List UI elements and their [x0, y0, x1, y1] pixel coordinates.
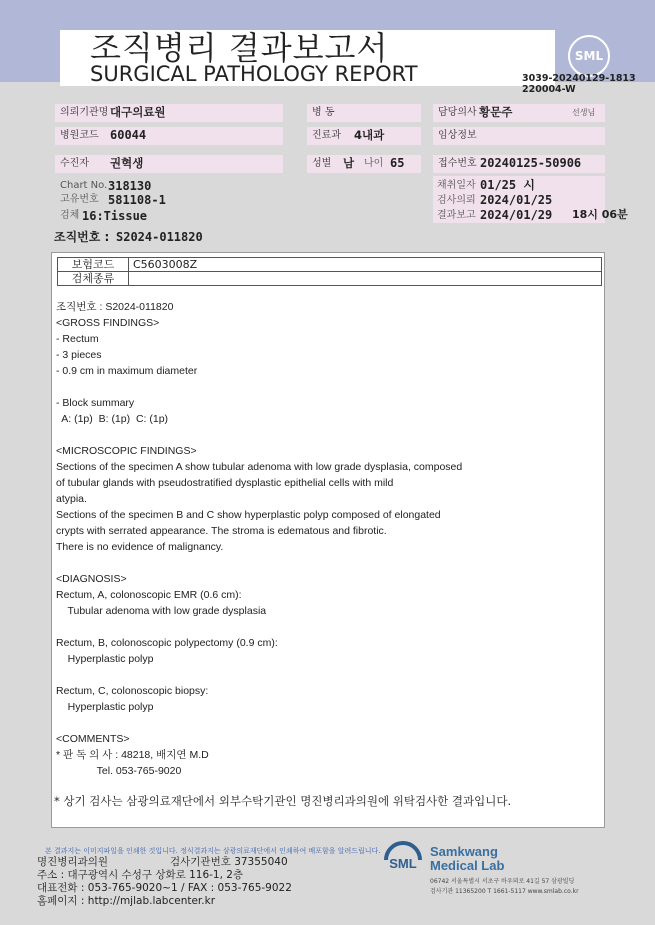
- report-line: [56, 715, 462, 731]
- request-value: 2024/01/25: [480, 193, 553, 207]
- table-row: [58, 272, 602, 286]
- sex-label: 성별: [307, 155, 421, 173]
- samkwang-logo-icon: [382, 838, 424, 874]
- report-line: [56, 555, 462, 571]
- report-line: [56, 619, 462, 635]
- age-label: 나이: [364, 158, 384, 169]
- report-code-line2: 220004-W: [522, 84, 576, 95]
- doctor-suffix: 선생님: [572, 108, 596, 117]
- pathology-no-value: S2024-011820: [116, 230, 203, 244]
- report-line: - Block summary: [56, 397, 135, 409]
- report-line: Sections of the specimen A show tubular adenoma with low grade dysplasia, composed: [56, 461, 463, 473]
- report-line: - 3 pieces: [56, 349, 102, 361]
- report-code-line1: 3039-20240129-1813: [522, 73, 636, 84]
- reception-value: 20240125-50906: [480, 156, 582, 170]
- report-line: crypts with serrated appearance. The stroma is edematous and fibrotic.: [56, 525, 387, 537]
- report-line: atypia.: [56, 493, 87, 505]
- title-korean: 조직병리 결과보고서: [90, 29, 389, 67]
- report-line: There is no evidence of malignancy.: [56, 541, 224, 553]
- clinic-number: 검사기관번호 37355040: [170, 856, 288, 868]
- specimen-type-value: [129, 272, 602, 286]
- collect-label: 채취일자: [437, 180, 476, 191]
- title-english: SURGICAL PATHOLOGY REPORT: [90, 62, 418, 86]
- report-body: [51, 252, 605, 828]
- institution-value: 대구의료원: [110, 105, 166, 119]
- age-value: 65: [390, 156, 405, 170]
- consignment-note: * 상기 검사는 삼광의료재단에서 외부수탁기관인 명진병리과의원에 위탁검사한 결과입니다.: [54, 794, 512, 808]
- clinic-address: 주소 : 대구광역시 수성구 상화로 116-1, 2층: [37, 869, 244, 881]
- report-date-label: 결과보고: [437, 210, 476, 221]
- lab-name-line1: Samkwang: [430, 844, 498, 859]
- institution-label: 의뢰기관명: [55, 104, 283, 122]
- pathology-no-label: 조직번호 :: [54, 230, 110, 244]
- report-line: * 판 독 의 사 : 48218, 배지연 M.D: [56, 749, 209, 761]
- report-date-value: 2024/01/29: [480, 208, 553, 222]
- collect-value: 01/25 시: [480, 178, 535, 192]
- table-row: [58, 258, 602, 272]
- report-line: <DIAGNOSIS>: [56, 573, 127, 585]
- specimen-type-label: 검체종류: [58, 272, 129, 286]
- report-line: [56, 667, 462, 683]
- print-notice: 본 결과지는 이미지파일을 인쇄한 것입니다. 정식결과지는 삼광의료재단에서 인쇄하여 배포함을 알려드립니다.: [45, 847, 381, 855]
- report-line: Sections of the specimen B and C show hyperplastic polyp composed of elongated: [56, 509, 441, 521]
- lab-contact: 검사기관 11365200 T 1661-5117 www.smlab.co.kr: [430, 888, 579, 895]
- svg-text:SML: SML: [389, 856, 417, 871]
- report-line: Rectum, A, colonoscopic EMR (0.6 cm):: [56, 589, 242, 601]
- clinic-name: 명진병리과의원: [37, 856, 109, 868]
- doctor-value: 황문주: [479, 105, 513, 119]
- dept-value: 4내과: [354, 128, 385, 142]
- insurance-code-label: 보험코드: [58, 258, 129, 272]
- request-label: 검사의뢰: [437, 195, 476, 206]
- patient-value: 권혁생: [110, 156, 144, 170]
- chart-value: 318130: [108, 179, 152, 193]
- patient-label: 수진자: [55, 155, 283, 173]
- report-line: - 0.9 cm in maximum diameter: [56, 365, 198, 377]
- report-line: Rectum, B, colonoscopic polypectomy (0.9 cm):: [56, 637, 278, 649]
- ward-label: 병 동: [307, 104, 421, 122]
- report-line: [56, 427, 462, 443]
- insurance-code-value: C5603008Z: [129, 258, 602, 272]
- chart-label: Chart No.: [60, 180, 108, 191]
- report-line: Rectum, C, colonoscopic biopsy:: [56, 685, 209, 697]
- report-line: <MICROSCOPIC FINDINGS>: [56, 445, 197, 457]
- report-line: Tel. 053-765-9020: [56, 765, 182, 777]
- report-time-value: 18시 06분: [572, 208, 628, 221]
- lab-address: 06742 서울특별시 서초구 바우뫼로 41길 57 삼광빌딩: [430, 878, 575, 885]
- hospital-code-label: 병원코드: [55, 127, 283, 145]
- lab-name-line2: Medical Lab: [430, 858, 505, 873]
- reception-label: 접수번호: [433, 155, 605, 173]
- report-line: Hyperplastic polyp: [56, 653, 154, 665]
- unique-label: 고유번호: [60, 194, 99, 205]
- clinic-phone: 대표전화 : 053-765-9020~1 / FAX : 053-765-9022: [37, 882, 292, 894]
- doctor-label: 담당의사: [433, 104, 605, 122]
- report-text: [56, 299, 462, 779]
- clinical-info-label: 임상정보: [433, 127, 605, 145]
- hospital-code-value: 60044: [110, 128, 147, 142]
- specimen-label: 검체: [60, 210, 80, 221]
- report-line: - Rectum: [56, 333, 99, 345]
- lab-name: [430, 845, 504, 873]
- report-line: 조직번호 : S2024-011820: [56, 301, 174, 313]
- report-line: A: (1p) B: (1p) C: (1p): [56, 413, 169, 425]
- clinic-homepage: 홈페이지 : http://mjlab.labcenter.kr: [37, 895, 216, 907]
- report-line: <GROSS FINDINGS>: [56, 317, 160, 329]
- specimen-value: 16:Tissue: [82, 209, 148, 223]
- sex-value: 남: [343, 156, 355, 170]
- unique-value: 581108-1: [108, 193, 166, 207]
- report-line: [56, 379, 462, 395]
- report-line: Tubular adenoma with low grade dysplasia: [56, 605, 267, 617]
- report-line: Hyperplastic polyp: [56, 701, 154, 713]
- report-line: of tubular glands with pseudostratified dysplastic epithelial cells with mild: [56, 477, 394, 489]
- report-line: <COMMENTS>: [56, 733, 130, 745]
- sml-logo: SML: [568, 35, 610, 77]
- insurance-table: [57, 257, 602, 286]
- dept-label: 진료과: [307, 127, 421, 145]
